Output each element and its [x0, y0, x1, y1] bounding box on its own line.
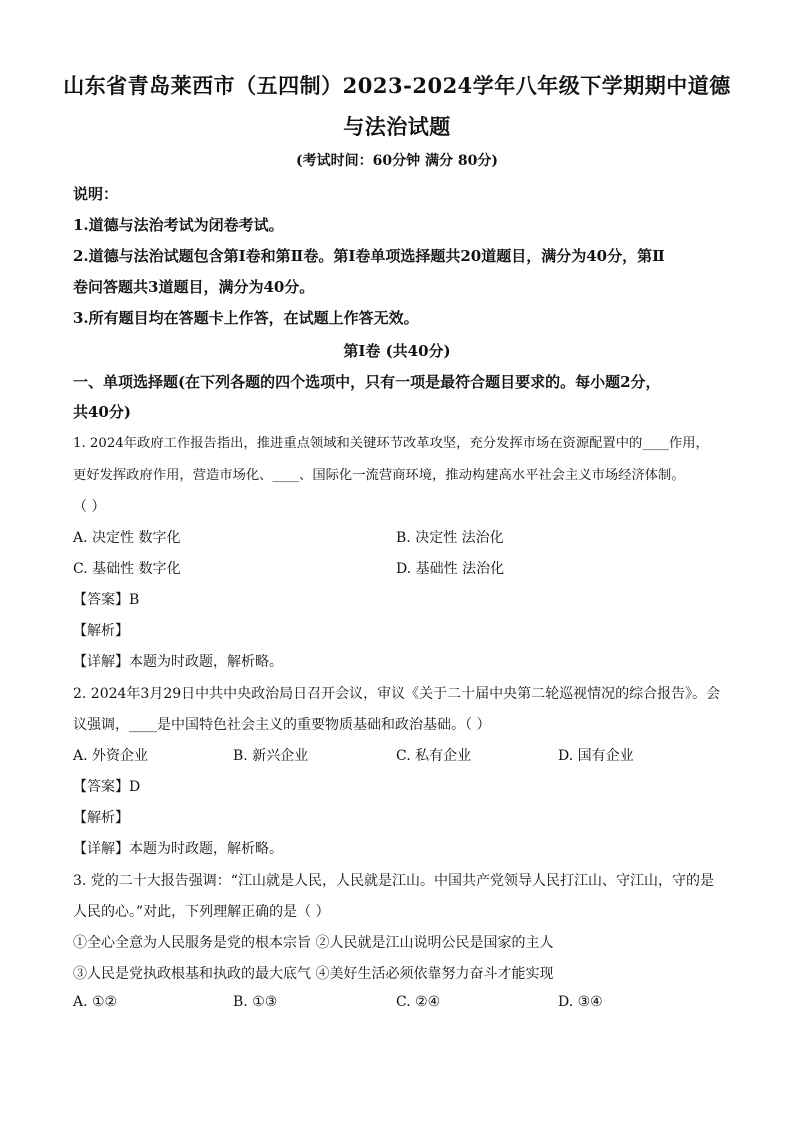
question-3-statement: ①全心全意为人民服务是党的根本宗旨 ②人民就是江山说明公民是国家的主人 [73, 935, 554, 951]
page-title-line-2: 与法治试题 [343, 114, 451, 139]
question-3-option-b: B. ①③ [233, 994, 278, 1010]
question-1-text: 更好发挥政府作用，营造市场化、____、国际化一流营商环境，推动构建高水平社会主义市场经济体制。 [73, 468, 685, 483]
instruction-item: 卷问答题共3道题目，满分为40分。 [73, 278, 315, 296]
section-heading: 共40分) [73, 403, 131, 421]
section-title: 第Ⅰ卷 (共40分) [343, 342, 451, 360]
question-3-text: 人民的心。”对此，下列理解正确的是（ ） [73, 904, 330, 920]
question-3-statement: ③人民是党执政根基和执政的最大底气 ④美好生活必须依靠努力奋斗才能实现 [73, 966, 554, 982]
question-1-option-a: A. 决定性 数字化 [73, 530, 181, 546]
question-2-detail: 【详解】本题为时政题，解析略。 [73, 841, 283, 857]
instruction-item: 2.道德与法治试题包含第Ⅰ卷和第Ⅱ卷。第Ⅰ卷单项选择题共20道题目，满分为40分，第Ⅱ [73, 247, 665, 265]
question-1-text: （ ） [73, 499, 106, 515]
question-2-option-a: A. 外资企业 [73, 748, 149, 764]
question-2-text: 议强调，____是中国特色社会主义的重要物质基础和政治基础。（ ） [73, 717, 491, 733]
page-title-line-1: 山东省青岛莱西市（五四制）2023-2024学年八年级下学期期中道德 [63, 73, 731, 98]
instruction-item: 1.道德与法治考试为闭卷考试。 [73, 216, 284, 234]
question-2-option-c: C. 私有企业 [396, 748, 472, 764]
question-3-option-c: C. ②④ [396, 994, 441, 1010]
question-2-option-b: B. 新兴企业 [233, 748, 309, 764]
question-2-option-d: D. 国有企业 [558, 748, 634, 764]
question-3-option-d: D. ③④ [558, 994, 603, 1010]
question-1-answer: 【答案】B [73, 592, 140, 608]
exam-info: (考试时间：60分钟 满分 80分) [296, 153, 498, 169]
question-2-answer: 【答案】D [73, 779, 141, 795]
question-1-detail: 【详解】本题为时政题，解析略。 [73, 654, 283, 670]
instruction-item: 3.所有题目均在答题卡上作答，在试题上作答无效。 [73, 309, 419, 327]
question-1-option-b: B. 决定性 法治化 [396, 530, 504, 546]
question-1-option-d: D. 基础性 法治化 [396, 561, 505, 577]
question-1-text: 1. 2024年政府工作报告指出，推进重点领域和关键环节改革攻坚，充分发挥市场在资源配置中的____作用， [73, 436, 709, 451]
section-heading: 一、单项选择题(在下列各题的四个选项中，只有一项是最符合题目要求的。每小题2分， [73, 373, 661, 391]
question-2-text: 2. 2024年3月29日中共中央政治局日召开会议，审议《关于二十届中央第二轮巡视情况的综合报告》。会 [73, 686, 721, 702]
question-3-text: 3. 党的二十大报告强调：“江山就是人民，人民就是江山。中国共产党领导人民打江山、守江山，守的是 [73, 873, 714, 889]
question-2-analysis: 【解析】 [73, 810, 129, 826]
question-1-option-c: C. 基础性 数字化 [73, 561, 181, 577]
question-3-option-a: A. ①② [73, 994, 118, 1010]
instructions-label: 说明： [73, 185, 119, 203]
question-1-analysis: 【解析】 [73, 623, 129, 639]
